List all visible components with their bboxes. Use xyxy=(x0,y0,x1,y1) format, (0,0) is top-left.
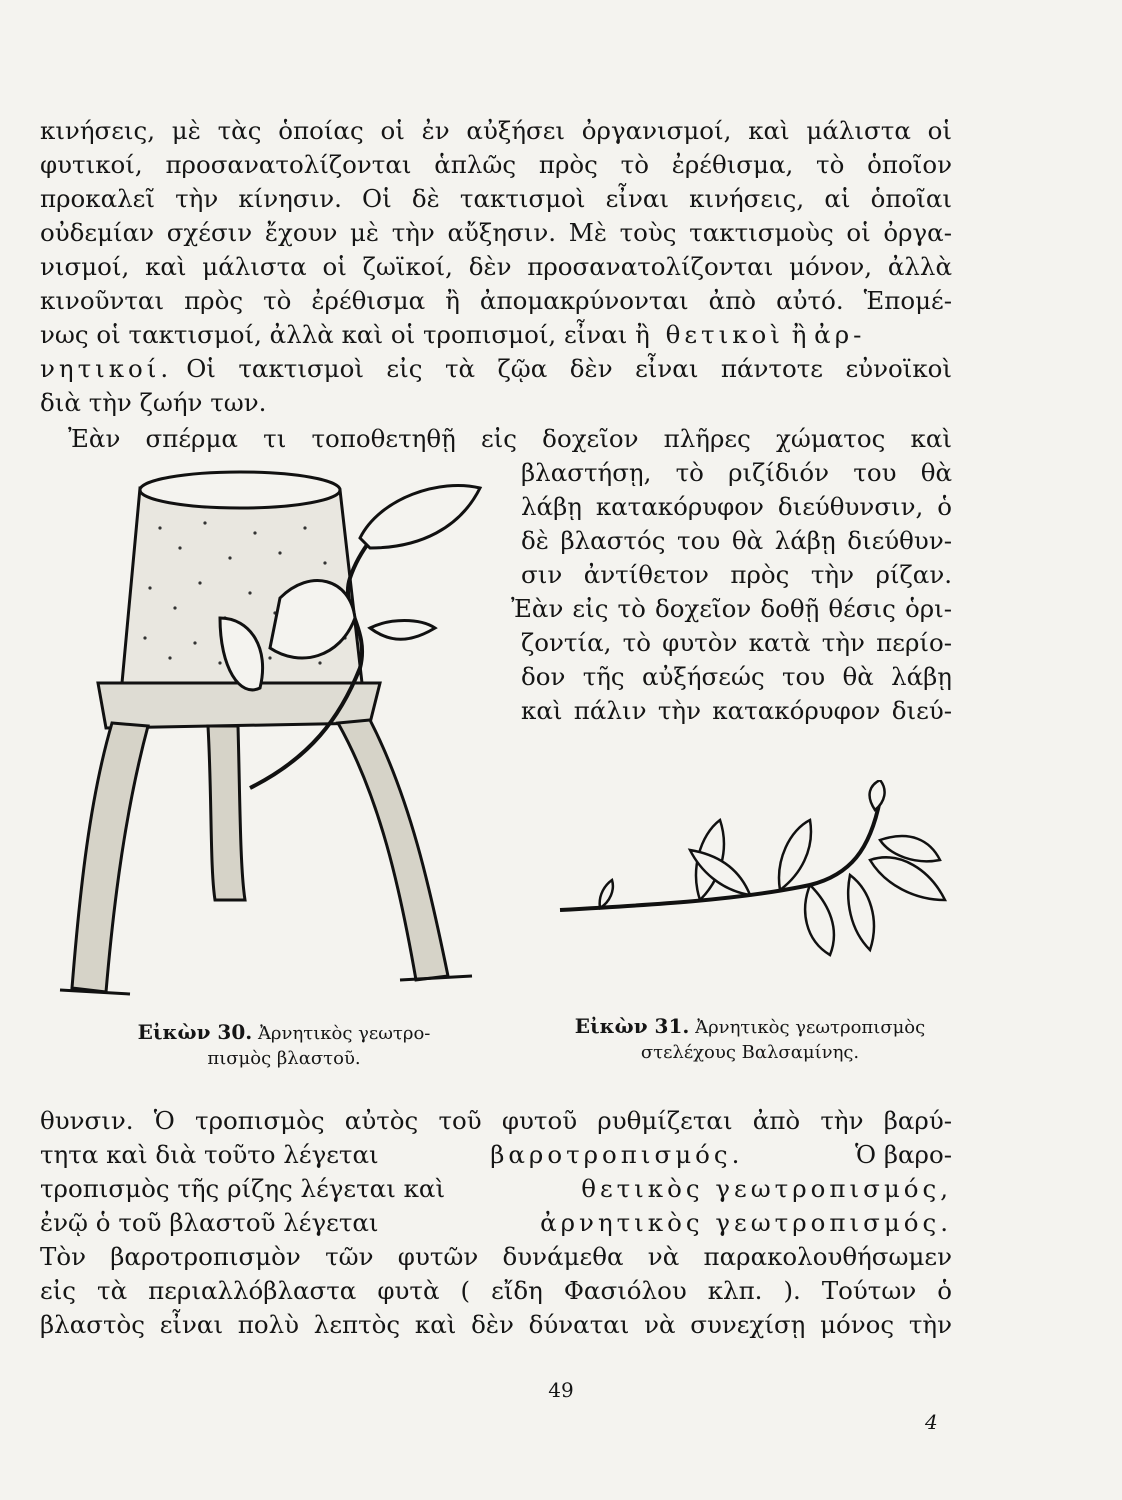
text-line: σιν ἀντίθετον πρὸς τὴν ρίζαν. xyxy=(521,560,952,589)
text-line xyxy=(40,1208,952,1238)
figure-30-illustration xyxy=(40,468,510,1008)
pot-rim xyxy=(140,472,340,508)
figure-31-label: Εἰκὼν 31. xyxy=(574,1014,690,1038)
emphasis-barotropismos: βαροτροπισμός. xyxy=(490,1140,744,1169)
text-fragment: τητα καὶ διὰ τοῦτο λέγεται xyxy=(40,1140,379,1169)
text-line xyxy=(40,1174,952,1204)
middle-leg xyxy=(208,726,245,900)
figure-30-caption xyxy=(84,1020,484,1071)
text-line: δὲ βλαστός του θὰ λάβῃ διεύθυν- xyxy=(521,526,952,555)
text-line: δον τῆς αὐξήσεώς του θὰ λάβῃ xyxy=(521,662,952,691)
text-line: φυτικοί, προσανατολίζονται ἁπλῶς πρὸς τὸ ἐρέθισμα, τὸ ὁποῖον xyxy=(40,150,952,179)
text-line: κινοῦνται πρὸς τὸ ἐρέθισμα ἢ ἀπομακρύνονται ἀπὸ αὐτό. Ἑπομέ- xyxy=(40,286,952,315)
text-line: οὐδεμίαν σχέσιν ἔχουν μὲ τὴν αὔξησιν. Μὲ τοὺς τακτισμοὺς οἱ ὀργα- xyxy=(40,218,952,247)
text-line: λάβῃ κατακόρυφον διεύθυνσιν, ὁ xyxy=(521,492,952,521)
leaf xyxy=(870,780,885,810)
text-fragment: Οἱ τακτισμοὶ εἰς τὰ ζῷα δὲν εἶναι πάντοτε εὐνοϊκοὶ xyxy=(186,354,952,383)
signature-mark: 4 xyxy=(925,1410,938,1434)
text-fragment: Ὁ βαρο- xyxy=(855,1140,952,1169)
page-number: 49 xyxy=(548,1378,574,1402)
text-line: διὰ τὴν ζωήν των. xyxy=(40,388,267,417)
text-line: προκαλεῖ τὴν κίνησιν. Οἱ δὲ τακτισμοὶ εἶναι κινήσεις, αἱ ὁποῖαι xyxy=(40,184,952,213)
leaf xyxy=(870,857,945,900)
text-line xyxy=(40,354,952,384)
emphasis-arnitikoi-end: νητικοί. xyxy=(40,354,173,383)
text-line: βλαστήσῃ, τὸ ριζίδιόν του θὰ xyxy=(521,458,952,487)
text-line: θυνσιν. Ὁ τροπισμὸς αὐτὸς τοῦ φυτοῦ ρυθμίζεται ἀπὸ τὴν βαρύ- xyxy=(40,1106,952,1135)
text-line xyxy=(40,320,952,350)
text-line xyxy=(40,1140,952,1170)
leaf xyxy=(848,875,874,950)
text-fragment: ἢ xyxy=(791,320,807,349)
text-line: βλαστὸς εἶναι πολὺ λεπτὸς καὶ δὲν δύναται νὰ συνεχίσῃ μόνος τὴν xyxy=(40,1310,952,1339)
text-line: εἰς τὰ περιαλλόβλαστα φυτὰ ( εἴδη Φασιόλου κλπ. ). Τούτων ὁ xyxy=(40,1276,952,1305)
figure-30-caption-line1: Ἀρνητικὸς γεωτρο- xyxy=(257,1023,431,1044)
leaf xyxy=(805,885,834,955)
text-line: νισμοί, καὶ μάλιστα οἱ ζωϊκοί, δὲν προσανατολίζονται μόνον, ἀλλὰ xyxy=(40,252,952,281)
right-leg xyxy=(338,720,448,980)
pot-band xyxy=(98,683,380,728)
text-line: Ἐὰν εἰς τὸ δοχεῖον δοθῇ θέσις ὁρι- xyxy=(511,594,952,623)
figure-31-caption-line1: Ἀρνητικὸς γεωτροπισμὸς xyxy=(695,1017,926,1038)
figure-31-illustration xyxy=(550,780,960,1000)
text-fragment: νως οἱ τακτισμοί, ἀλλὰ καὶ οἱ τροπισμοί, εἶναι ἢ xyxy=(40,320,650,349)
figure-30-caption-line2: πισμὸς βλαστοῦ. xyxy=(207,1048,361,1069)
text-line: καὶ πάλιν τὴν κατακόρυφον διεύ- xyxy=(521,696,952,725)
leaf-top xyxy=(360,485,480,548)
text-line: ζοντία, τὸ φυτὸν κατὰ τὴν περίο- xyxy=(521,628,952,657)
figure-31-caption xyxy=(540,1014,960,1065)
text-line: Τὸν βαροτροπισμὸν τῶν φυτῶν δυνάμεθα νὰ παρακολουθήσωμεν xyxy=(40,1242,952,1271)
emphasis-thetikoi: θετικοὶ xyxy=(665,320,784,349)
figure-31-caption-line2: στελέχους Βαλσαμίνης. xyxy=(640,1042,860,1063)
emphasis-arnitikoi-start: ἀρ- xyxy=(814,320,866,349)
left-leg xyxy=(72,723,148,992)
text-fragment: ἐνῷ ὁ τοῦ βλαστοῦ λέγεται xyxy=(40,1208,379,1237)
leaf xyxy=(600,880,613,908)
figure-30-label: Εἰκὼν 30. xyxy=(137,1020,253,1044)
leaf-small xyxy=(370,621,435,640)
text-line: κινήσεις, μὲ τὰς ὁποίας οἱ ἐν αὐξήσει ὀργανισμοί, καὶ μάλιστα οἱ xyxy=(40,116,952,145)
leaf xyxy=(779,820,811,890)
emphasis-thetikos-geotropismos: θετικὸς γεωτροπισμός, xyxy=(581,1174,952,1203)
text-line: Ἐὰν σπέρμα τι τοποθετηθῇ εἰς δοχεῖον πλῆρες χώματος καὶ xyxy=(68,424,952,453)
text-fragment: τροπισμὸς τῆς ρίζης λέγεται καὶ xyxy=(40,1174,446,1203)
emphasis-arnitikos-geotropismos: ἀρνητικὸς γεωτροπισμός. xyxy=(540,1208,952,1237)
